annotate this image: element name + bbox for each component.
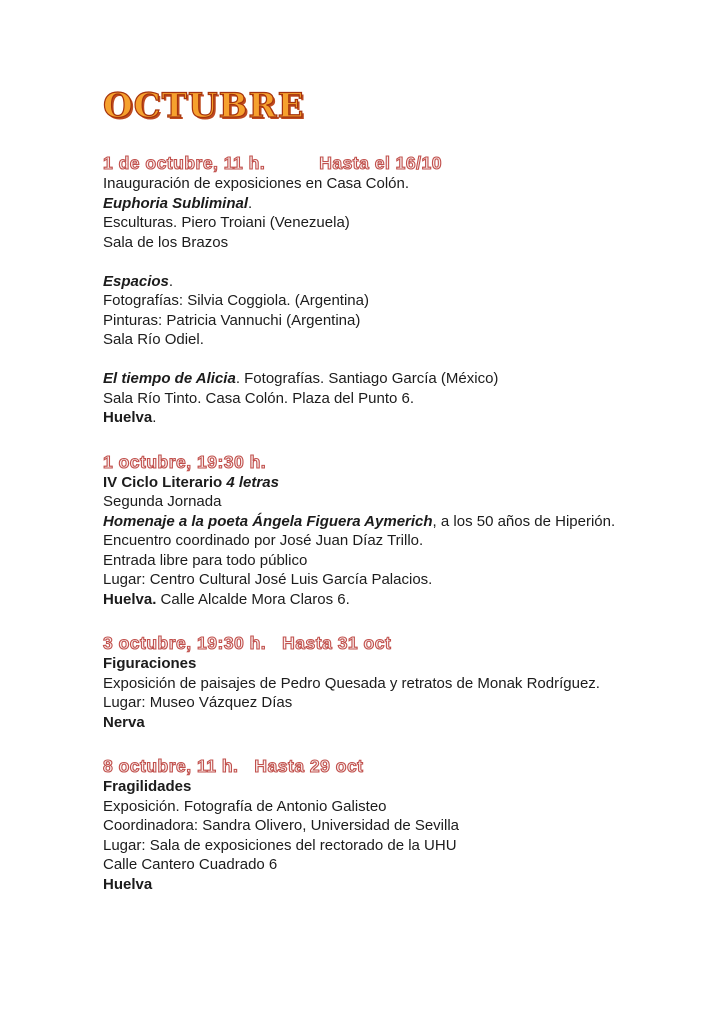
events-list: [103, 152, 654, 894]
text-segment: Huelva: [103, 875, 153, 893]
text-line: [103, 213, 654, 233]
text-segment: Lugar: Centro Cultural José Luis García Palacios.: [103, 571, 433, 588]
text-segment: El tiempo de Alicia: [103, 370, 236, 387]
text-segment: , a los 50 años de Hiperión.: [432, 512, 616, 530]
text-segment: Calle Cantero Cuadrado 6: [103, 856, 278, 873]
event-date: 1 octubre, 19:30 h.: [103, 451, 267, 472]
event-date: 3 octubre, 19:30 h.: [103, 633, 267, 653]
text-segment: Huelva.: [103, 590, 157, 608]
text-segment: Pinturas: Patricia Vannuchi (Argentina): [103, 311, 361, 329]
text-line: [103, 369, 654, 389]
event-section: [103, 755, 654, 894]
text-segment: Euphoria Subliminal: [103, 194, 249, 212]
event-date-header: [103, 451, 654, 473]
event-date: 1 de octubre, 11 h.: [103, 153, 266, 173]
text-segment: . Fotografías. Santiago García (México): [235, 370, 499, 387]
text-line: [103, 194, 654, 214]
text-segment: Fragilidades: [103, 778, 192, 795]
text-line: [103, 713, 654, 733]
text-segment: Nerva: [103, 713, 145, 731]
text-line: [103, 311, 654, 331]
blank-line: [103, 252, 654, 272]
text-segment: Inauguración de exposiciones en Casa Colón.: [103, 175, 410, 192]
event-until: Hasta 29 oct: [254, 756, 364, 776]
text-line: [103, 590, 654, 610]
text-line: [103, 855, 654, 875]
text-segment: Huelva: [103, 409, 153, 426]
text-line: [103, 570, 654, 590]
text-segment: Esculturas. Piero Troiani (Venezuela): [103, 214, 350, 231]
text-segment: Encuentro coordinado por José Juan Díaz Trillo.: [103, 532, 424, 549]
text-segment: .: [152, 409, 157, 426]
text-segment: Coordinadora: Sandra Olivero, Universidad de Sevilla: [103, 817, 460, 834]
text-segment: Calle Alcalde Mora Claros 6.: [156, 590, 350, 608]
text-segment: Sala Río Odiel.: [103, 331, 204, 348]
text-line: [103, 777, 654, 797]
text-segment: Exposición de paisajes de Pedro Quesada y retratos de Monak Rodríguez.: [103, 674, 600, 692]
event-date-header: [103, 755, 654, 777]
text-line: [103, 473, 654, 493]
event-until: Hasta 31 oct: [282, 633, 392, 653]
text-line: [103, 492, 654, 512]
text-line: [103, 551, 654, 571]
text-segment: Segunda Jornada: [103, 493, 222, 510]
text-segment: .: [248, 194, 253, 212]
text-line: [103, 389, 654, 409]
text-line: [103, 797, 654, 817]
text-segment: Sala de los Brazos: [103, 233, 229, 251]
text-line: [103, 272, 654, 292]
text-segment: Entrada libre para todo público: [103, 551, 308, 569]
text-line: [103, 693, 654, 713]
text-segment: Homenaje a la poeta Ángela Figuera Aymerich: [103, 512, 433, 530]
text-line: [103, 875, 654, 895]
text-segment: Figuraciones: [103, 655, 197, 672]
text-segment: Lugar: Sala de exposiciones del rectorado de la UHU: [103, 836, 457, 854]
text-segment: Lugar: Museo Vázquez Días: [103, 694, 293, 711]
text-segment: Espacios: [103, 272, 169, 290]
text-line: [103, 408, 654, 428]
text-line: [103, 174, 654, 194]
text-segment: IV Ciclo Literario: [103, 473, 227, 491]
text-line: [103, 836, 654, 856]
text-line: [103, 816, 654, 836]
event-date-header: [103, 632, 654, 654]
text-segment: Exposición. Fotografía de Antonio Galisteo: [103, 797, 387, 815]
text-segment: .: [168, 272, 174, 290]
text-line: [103, 330, 654, 350]
blank-line: [103, 350, 654, 370]
event-until: Hasta el 16/10: [319, 153, 442, 173]
event-date-header: [103, 152, 654, 174]
event-date: 8 octubre, 11 h.: [103, 756, 239, 776]
text-segment: 4 letras: [226, 473, 279, 491]
text-line: [103, 233, 654, 253]
event-section: [103, 632, 654, 732]
text-segment: Sala Río Tinto. Casa Colón. Plaza del Punto 6.: [103, 389, 415, 407]
text-line: [103, 654, 654, 674]
event-section: [103, 451, 654, 610]
text-line: [103, 531, 654, 551]
text-line: [103, 512, 654, 532]
text-line: [103, 291, 654, 311]
text-segment: Fotografías: Silvia Coggiola. (Argentina): [103, 292, 369, 309]
text-line: [103, 674, 654, 694]
event-section: [103, 152, 654, 428]
page-title: OCTUBRE: [103, 86, 305, 126]
